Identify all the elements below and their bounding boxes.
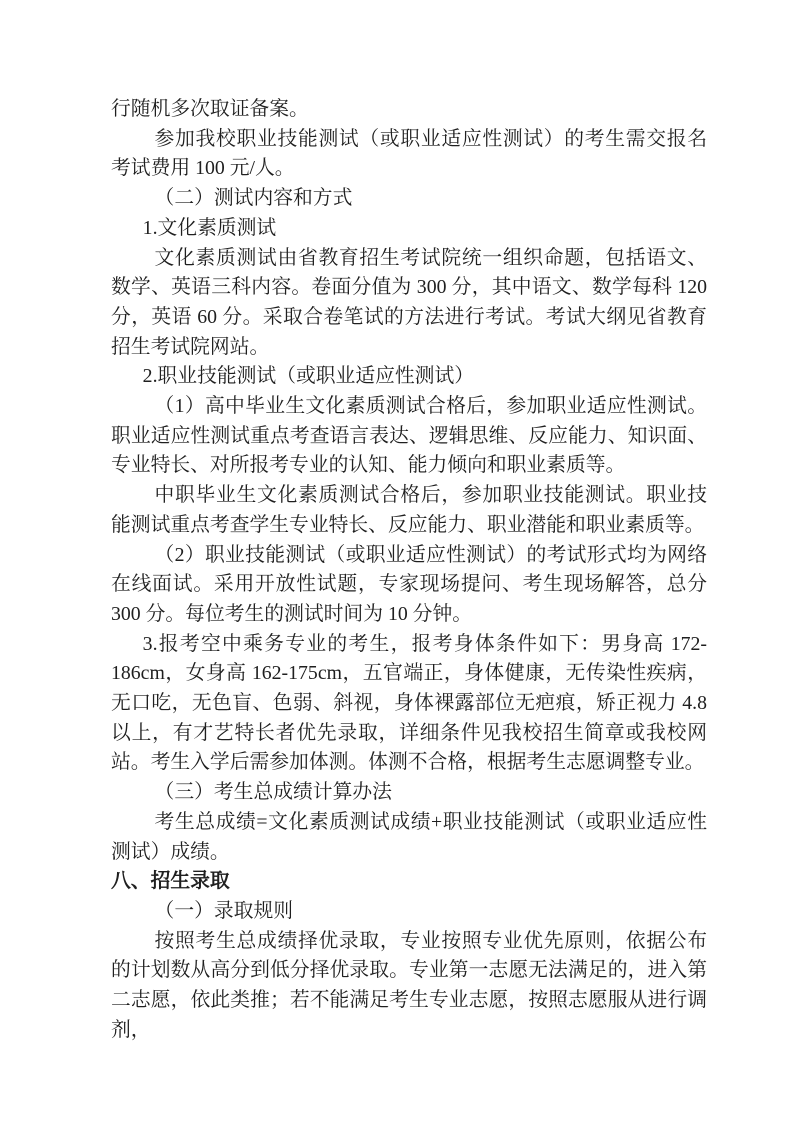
- para-hs-graduate-aptitude-test: （1）高中毕业生文化素质测试合格后，参加职业适应性测试。职业适应性测试重点考查语言表达、逻辑思维、反应能力、知识面、专业特长、对所报考专业的认知、能力倾向和职业素质等。: [111, 395, 707, 477]
- heading-section-test-content: （二）测试内容和方式: [154, 187, 353, 210]
- item-3-cabin-crew-requirements: 3.报考空中乘务专业的考生，报考身体条件如下：男身高 172-186cm，女身高 162-175cm，五官端正，身体健康，无传染性疾病，无口吃，无色盲、色弱、斜视，身体裸露部位无疤痕，矫正视力 4.8 以上，有才艺特长者优先录取，详细条件见我校招生简章或我校网站。考生入学后需参加体测。体测不合格，根据考生志愿调整专业。: [111, 632, 707, 774]
- item-2-vocational-skill-test: 2.职业技能测试（或职业适应性测试）: [142, 365, 475, 388]
- para-evidence-record: 行随机多次取证备案。: [111, 98, 309, 120]
- heading-section-score-method: （三）考生总成绩计算办法: [154, 781, 392, 804]
- para-online-interview-format: （2）职业技能测试（或职业适应性测试）的考试形式均为网络在线面试。采用开放性试题，专家现场提问、考生现场解答，总分 300 分。每位考生的测试时间为 10 分钟。: [111, 543, 707, 625]
- document-text-block: [111, 95, 707, 1046]
- item-1-culture-quality-test: 1.文化素质测试: [142, 216, 277, 239]
- para-total-score-formula: 考生总成绩=文化素质测试成绩+职业技能测试（或职业适应性测试）成绩。: [111, 810, 707, 863]
- heading-chapter-8-admission: 八、招生录取: [111, 870, 230, 893]
- para-test-fee: 参加我校职业技能测试（或职业适应性测试）的考生需交报名考试费用 100 元/人。: [111, 127, 707, 180]
- para-admission-rules-detail: 按照考生总成绩择优录取，专业按照专业优先原则，依据公布的计划数从高分到低分择优录取。专业第一志愿无法满足的，进入第二志愿，依此类推；若不能满足考生专业志愿，按照志愿服从进行调剂，: [111, 929, 707, 1041]
- para-culture-test-detail: 文化素质测试由省教育招生考试院统一组织命题，包括语文、数学、英语三科内容。卷面分值为 300 分，其中语文、数学每科 120 分，英语 60 分。采取合卷笔试的方法进行考试。考试大纲见省教育招生考试院网站。: [111, 246, 707, 358]
- heading-section-admission-rules: （一）录取规则: [154, 899, 294, 922]
- para-vocational-graduate-test: 中职毕业生文化素质测试合格后，参加职业技能测试。职业技能测试重点考查学生专业特长、反应能力、职业潜能和职业素质等。: [111, 484, 707, 536]
